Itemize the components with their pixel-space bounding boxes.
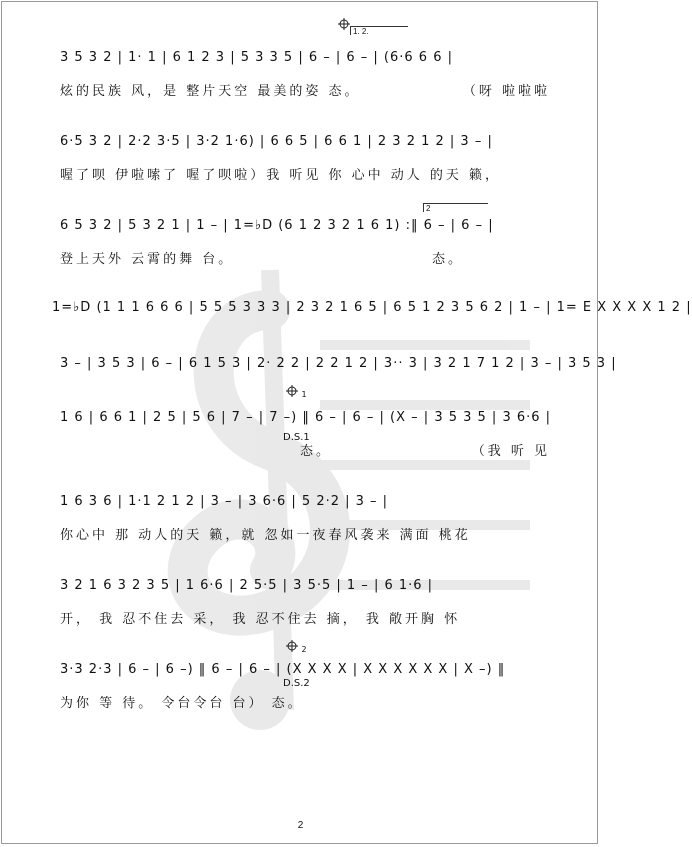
coda-2-marker — [286, 640, 307, 655]
lyrics-line-right: （呀 啦啦啦 — [462, 84, 550, 99]
lyrics-line-right: 态。 — [432, 252, 465, 267]
coda-1-label: 1 — [301, 390, 307, 399]
coda-marker — [338, 18, 350, 33]
lyrics-line: 开， 我 忍不住去 采， 我 忍不住去 摘， 我 敞开胸 怀 — [60, 612, 461, 627]
notation-line: 3 5 3 2 | 1· 1 | 6 1 2 3 | 5 3 3 5 | 6 – | 6 – | (6·6 6 6 | — [60, 50, 453, 65]
lyrics-line: 炫的民族 风，是 整片天空 最美的姿 态。 — [60, 84, 361, 99]
coda-2-label: 2 — [301, 645, 307, 654]
lyrics-line: 你心中 那 动人的天 籁，就 忽如一夜春风袭来 满面 桃花 — [60, 528, 471, 543]
volta-2: 2 — [423, 203, 488, 212]
coda-icon — [286, 385, 298, 397]
lyrics-line-right: （我 听 见 — [471, 444, 550, 459]
notation-line: 6 5 3 2 | 5 3 2 1 | 1 – | 1=♭D (6 1 2 3 2 1 6 1) :‖ 6 – | 6 – | — [60, 218, 494, 233]
lyrics-line: 为你 等 待。 令台令台 台） 态。 — [60, 696, 304, 711]
ds-1-marking: D.S.1 — [283, 432, 310, 443]
page-number: 2 — [297, 820, 304, 831]
lyrics-line: 登上天外 云霄的舞 台。 — [60, 252, 235, 267]
volta-1-2: 1. 2. — [350, 26, 408, 35]
lyrics-line: 态。 — [300, 444, 333, 459]
treble-clef-watermark-icon — [120, 250, 540, 730]
coda-icon — [286, 640, 298, 652]
notation-line: 1=♭D (1 1 1 6 6 6 | 5 5 5 3 3 3 | 2 3 2 1 6 5 | 6 5 1 2 3 5 6 2 | 1 – | 1= E X X X X 1 2 | — [52, 300, 692, 315]
lyrics-line: 喔了呗 伊啦嗦了 喔了呗啦）我 听见 你 心中 动人 的天 籁， — [60, 168, 502, 183]
coda-1-marker — [286, 385, 307, 400]
notation-line: 1 6 | 6 6 1 | 2 5 | 5 6 | 7 – | 7 –) ‖ 6 – | 6 – | (X – | 3 5 3 5 | 3 6·6 | — [60, 410, 552, 425]
notation-line: 6·5 3 2 | 2·2 3·5 | 3·2 1·6) | 6 6 5 | 6 6 1 | 2 3 2 1 2 | 3 – | — [60, 134, 493, 149]
notation-line: 3·3 2·3 | 6 – | 6 –) ‖ 6 – | 6 – | (X X X X | X X X X X X | X –) ‖ — [60, 662, 506, 677]
notation-line: 3 2 1 6 3 2 3 5 | 1 6·6 | 2 5·5 | 3 5·5 | 1 – | 6 1·6 | — [60, 578, 434, 593]
notation-line: 1 6 3 6 | 1·1 2 1 2 | 3 – | 3 6·6 | 5 2·2 | 3 – | — [60, 494, 389, 509]
coda-icon — [338, 18, 350, 30]
notation-line: 3 – | 3 5 3 | 6 – | 6 1 5 3 | 2· 2 2 | 2 2 1 2 | 3·· 3 | 3 2 1 7 1 2 | 3 – | 3 5 3 | — [60, 356, 617, 371]
ds-2-marking: D.S.2 — [283, 678, 310, 689]
